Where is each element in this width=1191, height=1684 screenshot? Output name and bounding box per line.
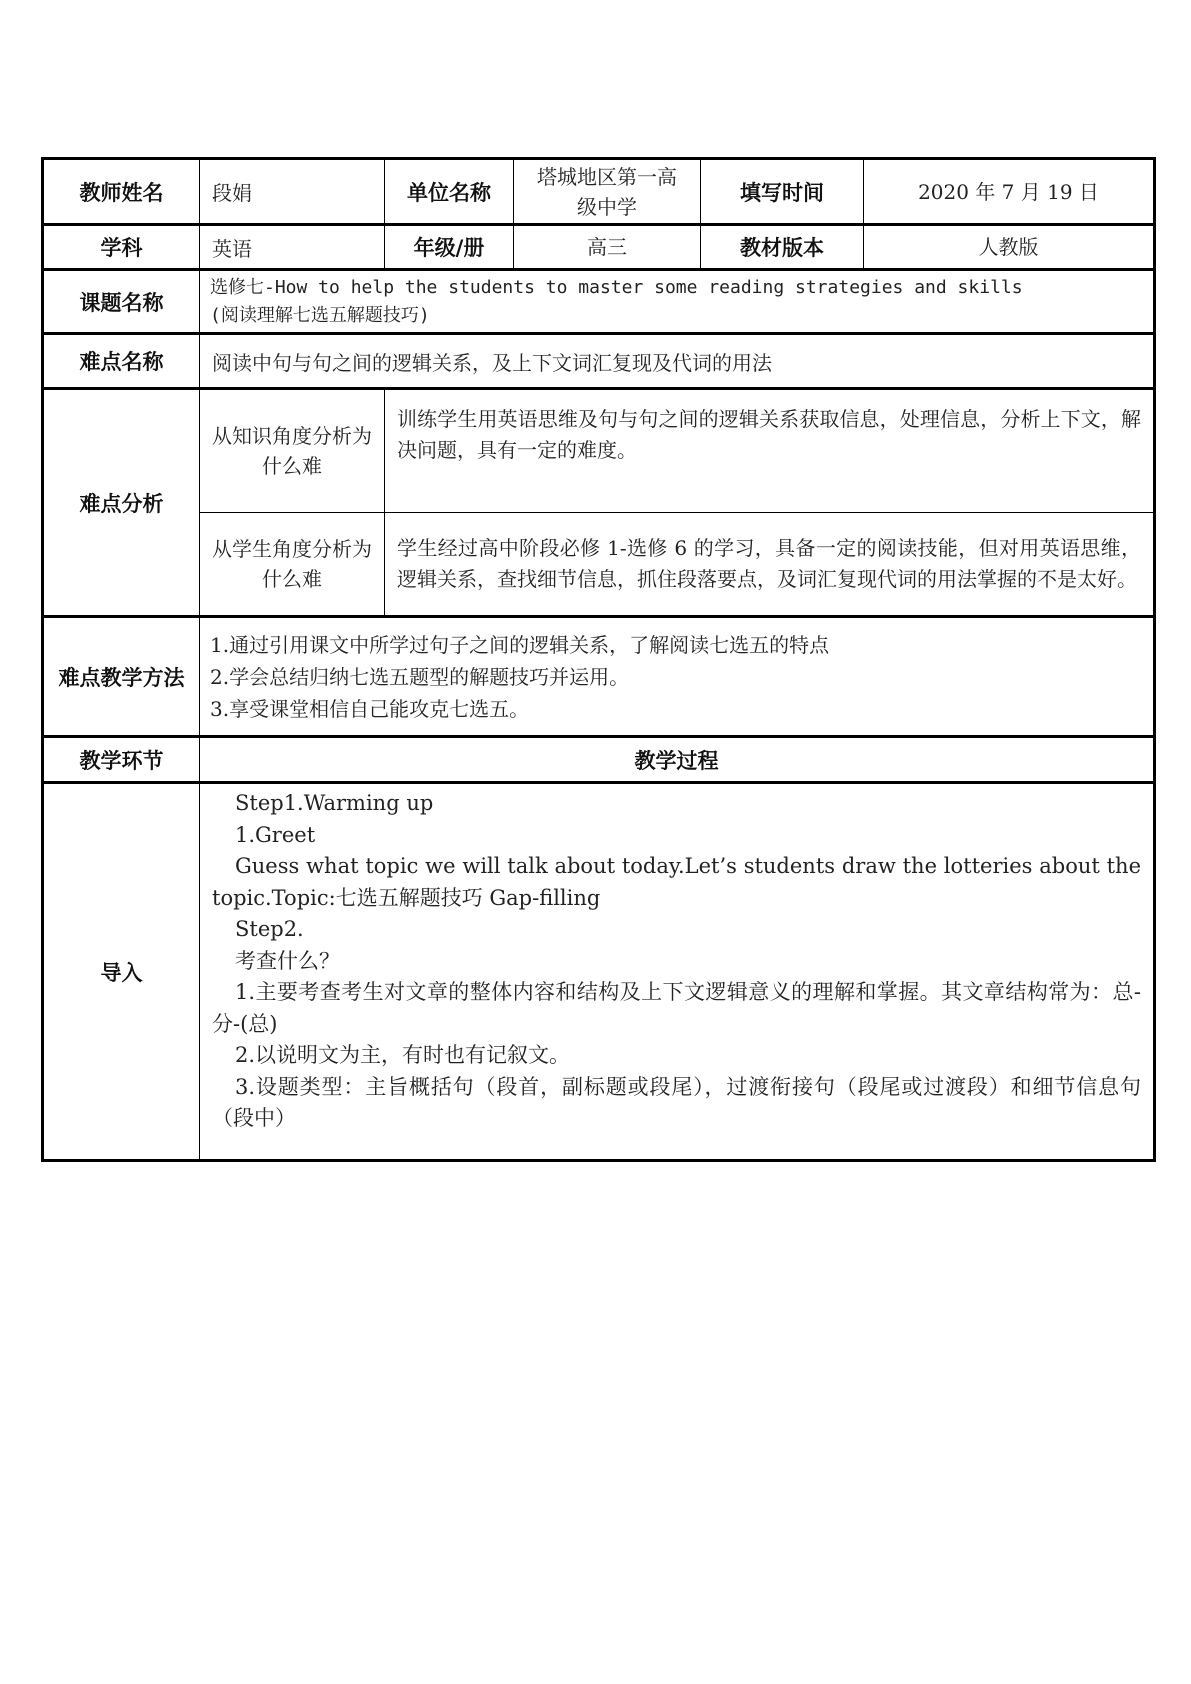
analysis-student-row [43,513,1155,617]
guess-text: Guess what topic we will talk about today.Let’s students draw the lotteries about the topic.Topic:七选五解题技巧 Gap-filling [212,854,1141,910]
methods-row [43,617,1155,737]
topic-line-1: 选修七-How to help the students to master some reading strategies and skills [210,276,1023,298]
knowledge-angle-label: 从知识角度分析为什么难 [200,389,385,513]
teacher-row [43,159,1155,225]
student-angle-label: 从学生角度分析为什么难 [200,513,385,617]
step2-title: Step2. [235,917,304,941]
methods-list [200,617,1155,737]
point-2: 2.以说明文为主，有时也有记叙文。 [235,1043,571,1067]
teacher-name: 段娟 [200,159,385,225]
grade-label: 年级/册 [385,225,514,270]
analysis-knowledge-row [43,389,1155,513]
fill-date: 2020 年 7 月 19 日 [864,159,1155,225]
subject-label: 学科 [43,225,200,270]
edition-label: 教材版本 [701,225,864,270]
course-row [43,225,1155,270]
unit-name: 塔城地区第一高级中学 [514,159,701,225]
edition-value: 人教版 [864,225,1155,270]
difficulty-row [43,334,1155,389]
lesson-plan-table [41,157,1156,1162]
intro-row [43,783,1155,1161]
topic-label: 课题名称 [43,270,200,334]
student-angle-text: 学生经过高中阶段必修 1-选修 6 的学习，具备一定的阅读技能，但对用英语思维，逻辑关系，查找细节信息，抓住段落要点，及词汇复现代词的用法掌握的不是太好。 [385,513,1155,617]
topic-value [200,270,1155,334]
process-label: 教学过程 [200,737,1155,783]
process-header-row [43,737,1155,783]
greet-text: 1.Greet [235,822,316,847]
topic-row [43,270,1155,334]
methods-label: 难点教学方法 [43,617,200,737]
intro-label: 导入 [43,783,200,1161]
question-text: 考查什么？ [235,948,340,973]
stage-label: 教学环节 [43,737,200,783]
method-item: 3.享受课堂相信自己能攻克七选五。 [210,696,530,721]
date-label: 填写时间 [701,159,864,225]
point-1: 1.主要考查考生对文章的整体内容和结构及上下文逻辑意义的理解和掌握。其文章结构常为：总-分-(总) [212,980,1141,1036]
intro-content [200,783,1155,1161]
method-item: 2.学会总结归纳七选五题型的解题技巧并运用。 [210,664,630,689]
subject-value: 英语 [200,225,385,270]
analysis-label: 难点分析 [43,389,200,617]
difficulty-label: 难点名称 [43,334,200,389]
point-3: 3.设题类型：主旨概括句（段首，副标题或段尾），过渡衔接句（段尾或过渡段）和细节信息句（段中） [212,1074,1141,1130]
knowledge-angle-text: 训练学生用英语思维及句与句之间的逻辑关系获取信息，处理信息，分析上下文，解决问题，具有一定的难度。 [385,389,1155,513]
unit-label: 单位名称 [385,159,514,225]
teacher-label: 教师姓名 [43,159,200,225]
difficulty-value: 阅读中句与句之间的逻辑关系，及上下文词汇复现及代词的用法 [200,334,1155,389]
method-item: 1.通过引用课文中所学过句子之间的逻辑关系，了解阅读七选五的特点 [210,632,830,657]
topic-line-2: (阅读理解七选五解题技巧) [210,304,430,326]
step1-title: Step1.Warming up [235,791,434,815]
grade-value: 高三 [514,225,701,270]
